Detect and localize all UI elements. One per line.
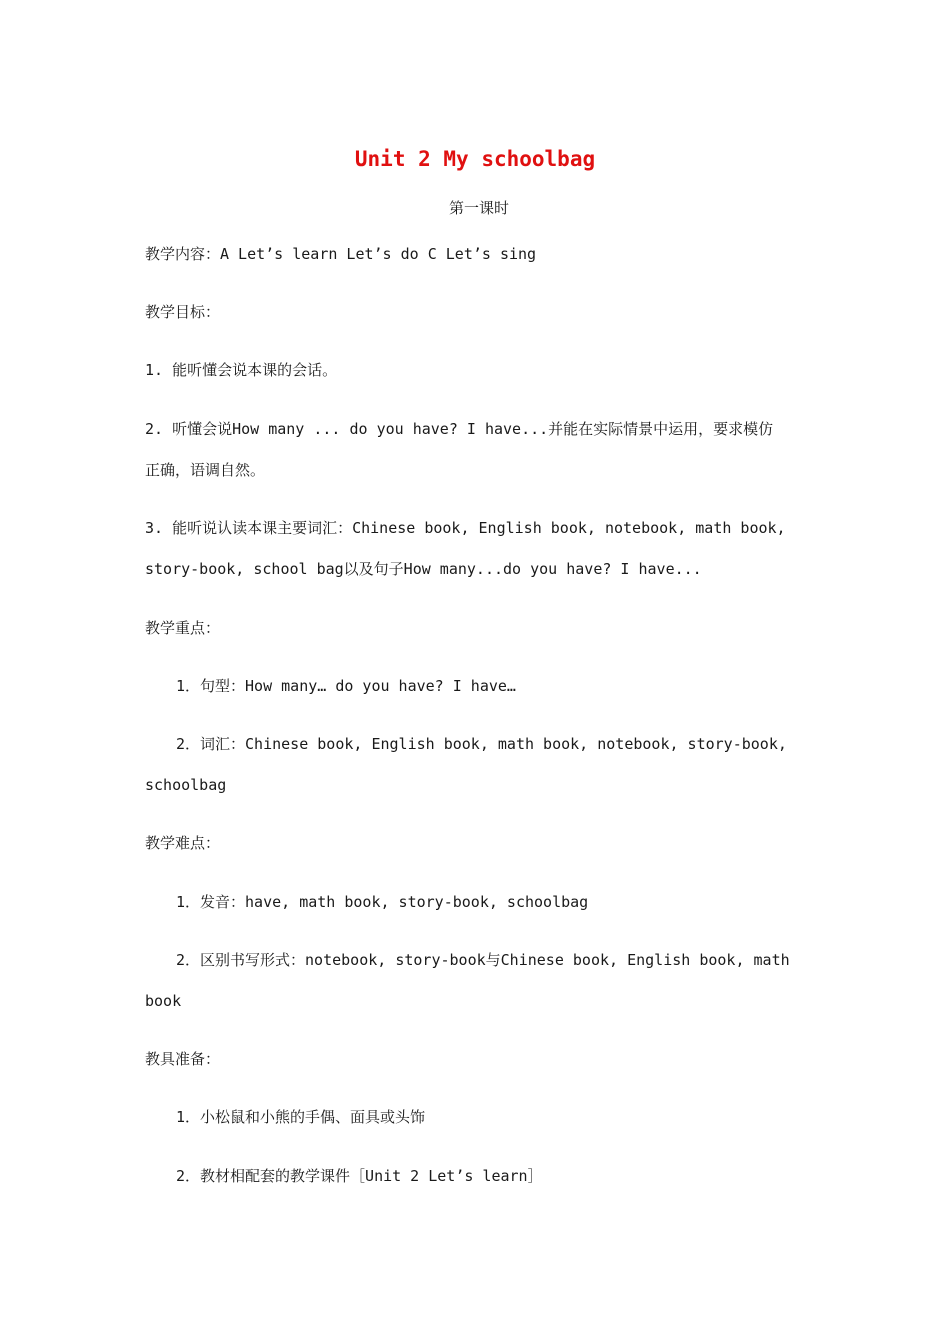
material-item: 2．教材相配套的教学课件［Unit 2 Let’s learn］ <box>176 1167 543 1185</box>
document-title: Unit 2 My schoolbag <box>354 147 596 171</box>
key-point-item: 1．句型：How many… do you have? I have… <box>176 677 516 695</box>
objectives-heading: 教学目标： <box>145 303 221 321</box>
difficulty-item: 2．区别书写形式：notebook, story-book与Chinese book, English book, math <box>176 951 790 969</box>
materials-heading: 教具准备： <box>145 1050 221 1068</box>
objective-item: 3. 能听说认读本课主要词汇：Chinese book, English book, notebook, math book, <box>145 519 786 537</box>
key-points-heading: 教学重点： <box>145 619 221 637</box>
key-point-item-continuation: schoolbag <box>145 776 227 794</box>
document-subtitle: 第一课时 <box>448 199 509 217</box>
objective-item: 2. 听懂会说How many ... do you have? I have...并能在实际情景中运用，要求模仿 <box>145 420 774 438</box>
key-point-item: 2．词汇：Chinese book, English book, math book, notebook, story-book, <box>176 735 787 753</box>
difficulty-item-continuation: book <box>145 992 182 1010</box>
difficulties-heading: 教学难点： <box>145 834 221 852</box>
objective-item-continuation: 正确，语调自然。 <box>145 461 266 479</box>
material-item: 1．小松鼠和小熊的手偶、面具或头饰 <box>176 1108 426 1126</box>
teaching-content-line: 教学内容：A Let’s learn Let’s do C Let’s sing <box>145 245 537 263</box>
objective-item-continuation: story-book, school bag以及句子How many...do you have? I have... <box>145 560 702 578</box>
difficulty-item: 1．发音：have, math book, story-book, schoolbag <box>176 893 589 911</box>
objective-item: 1. 能听懂会说本课的会话。 <box>145 361 338 379</box>
